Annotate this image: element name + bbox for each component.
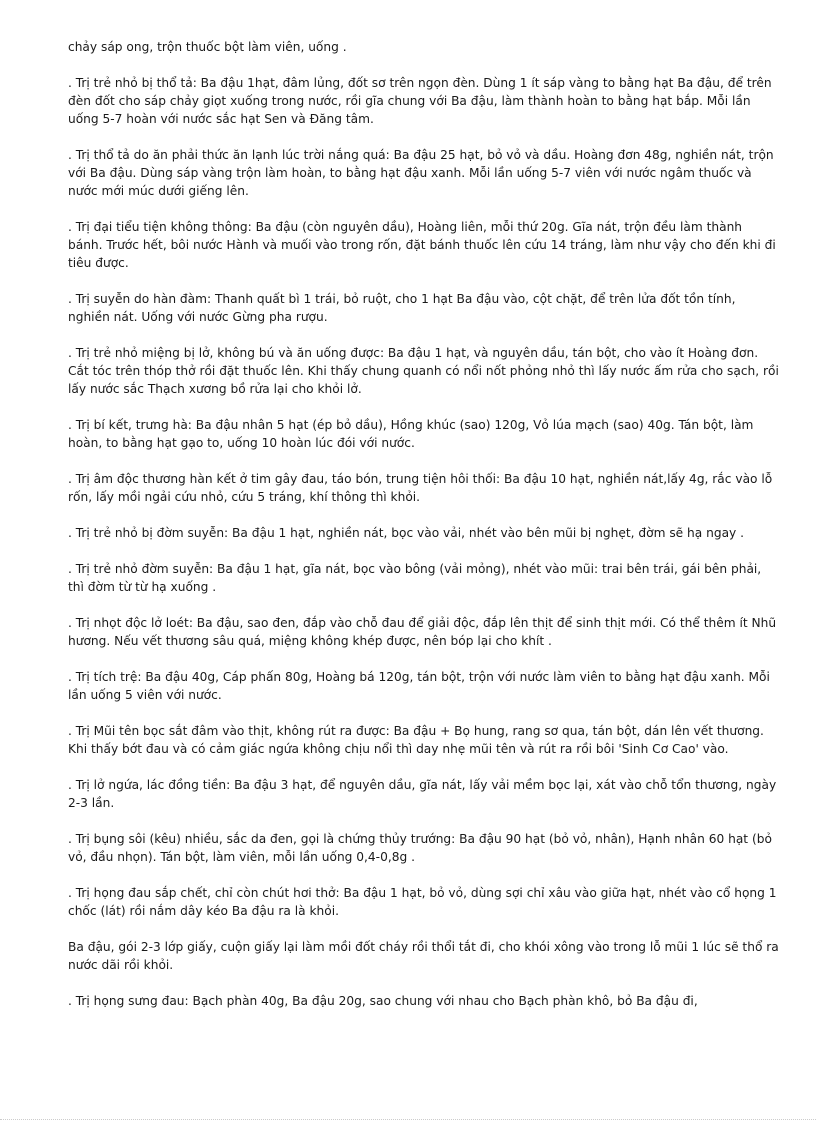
document-body bbox=[68, 38, 780, 1028]
page-bottom-divider bbox=[0, 1119, 816, 1120]
paragraph-10: . Trị trẻ nhỏ đờm suyễn: Ba đậu 1 hạt, gĩa nát, bọc vào bông (vải mỏng), nhét vào mũi: trai bên trái, gái bên phải, thì đờm từ từ hạ xuống . bbox=[68, 562, 762, 594]
paragraph-4: . Trị đại tiểu tiện không thông: Ba đậu (còn nguyên dầu), Hoàng liên, mỗi thứ 20g. Gĩa nát, trộn đều làm thành bánh. Trước hết, bôi nước Hành và muối vào trong rốn, đặt bánh thuốc lên cứu 14 tráng, làm như vậy cho đến khi đi tiêu được. bbox=[68, 220, 776, 270]
paragraph-15: . Trị bụng sôi (kêu) nhiều, sắc da đen, gọi là chứng thủy trướng: Ba đậu 90 hạt (bỏ vỏ, nhân), Hạnh nhân 60 hạt (bỏ vỏ, đầu nhọn). Tán bột, làm viên, mỗi lần uống 0,4-0,8g . bbox=[68, 832, 772, 864]
paragraph-18: . Trị họng sưng đau: Bạch phàn 40g, Ba đậu 20g, sao chung với nhau cho Bạch phàn khô, bỏ Ba đậu đi, bbox=[68, 994, 698, 1008]
paragraph-13: . Trị Mũi tên bọc sắt đâm vào thịt, không rút ra được: Ba đậu + Bọ hung, rang sơ qua, tán bột, dán lên vết thương. Khi thấy bớt đau và có cảm giác ngứa không chịu nổi thì day nhẹ mũi tên và rút ra rồi bôi 'Sinh Cơ Cao' vào. bbox=[68, 724, 764, 756]
paragraph-8: . Trị âm độc thương hàn kết ở tim gây đau, táo bón, trung tiện hôi thối: Ba đậu 10 hạt, nghiền nát,lấy 4g, rắc vào lỗ rốn, lấy mồi ngải cứu nhỏ, cứu 5 tráng, khí thông thì khỏi. bbox=[68, 472, 773, 504]
paragraph-7: . Trị bí kết, trưng hà: Ba đậu nhân 5 hạt (ép bỏ dầu), Hồng khúc (sao) 120g, Vỏ lúa mạch (sao) 40g. Tán bột, làm hoàn, to bằng hạt gạo to, uống 10 hoàn lúc đói với nước. bbox=[68, 418, 754, 450]
paragraph-9: . Trị trẻ nhỏ bị đờm suyễn: Ba đậu 1 hạt, nghiền nát, bọc vào vải, nhét vào bên mũi bị nghẹt, đờm sẽ hạ ngay . bbox=[68, 526, 744, 540]
paragraph-5: . Trị suyễn do hàn đàm: Thanh quất bì 1 trái, bỏ ruột, cho 1 hạt Ba đậu vào, cột chặt, để trên lửa đốt tồn tính, nghiền nát. Uống với nước Gừng pha rượu. bbox=[68, 292, 736, 324]
paragraph-6: . Trị trẻ nhỏ miệng bị lở, không bú và ăn uống được: Ba đậu 1 hạt, và nguyên dầu, tán bột, cho vào ít Hoàng đơn. Cắt tóc trên thóp thở rồi đặt thuốc lên. Khi thấy chung quanh có nổi nốt phỏng nhỏ thì lấy nước ấm rửa cho sạch, rồi lấy nước sắc Thạch xương bồ rửa lại cho khỏi lở. bbox=[68, 346, 779, 396]
paragraph-1: chảy sáp ong, trộn thuốc bột làm viên, uống . bbox=[68, 40, 347, 54]
paragraph-2: . Trị trẻ nhỏ bị thổ tả: Ba đậu 1hạt, đâm lủng, đốt sơ trên ngọn đèn. Dùng 1 ít sáp vàng to bằng hạt Ba đậu, để trên đèn đốt cho sáp chảy giọt xuống trong nước, rồi gĩa chung với Ba đậu, làm thành hoàn to bằng hạt bắp. Mỗi lần uống 5-7 hoàn với nước sắc hạt Sen và Đăng tâm. bbox=[68, 76, 772, 126]
paragraph-12: . Trị tích trệ: Ba đậu 40g, Cáp phấn 80g, Hoàng bá 120g, tán bột, trộn với nước làm viên to bằng hạt đậu xanh. Mỗi lần uống 5 viên với nước. bbox=[68, 670, 770, 702]
paragraph-11: . Trị nhọt độc lở loét: Ba đậu, sao đen, đắp vào chỗ đau để giải độc, đắp lên thịt để sinh thịt mới. Có thể thêm ít Nhũ hương. Nếu vết thương sâu quá, miệng không khép được, nên bóp lại cho khít . bbox=[68, 616, 777, 648]
paragraph-3: . Trị thổ tả do ăn phải thức ăn lạnh lúc trời nắng quá: Ba đậu 25 hạt, bỏ vỏ và dầu. Hoàng đơn 48g, nghiền nát, trộn với Ba đậu. Dùng sáp vàng trộn làm hoàn, to bằng hạt đậu xanh. Mỗi lần uống 5-7 viên với nước ngâm thuốc và nước mới múc dưới giếng lên. bbox=[68, 148, 774, 198]
paragraph-17: Ba đậu, gói 2-3 lớp giấy, cuộn giấy lại làm mồi đốt cháy rồi thổi tắt đi, cho khói xông vào trong lỗ mũi 1 lúc sẽ thổ ra nước dãi rồi khỏi. bbox=[68, 940, 779, 972]
paragraph-14: . Trị lở ngứa, lác đồng tiền: Ba đậu 3 hạt, để nguyên dầu, gĩa nát, lấy vải mềm bọc lại, xát vào chỗ tổn thương, ngày 2-3 lần. bbox=[68, 778, 777, 810]
paragraph-16: . Trị họng đau sắp chết, chỉ còn chút hơi thở: Ba đậu 1 hạt, bỏ vỏ, dùng sợi chỉ xâu vào giữa hạt, nhét vào cổ họng 1 chốc (lát) rồi nắm dây kéo Ba đậu ra là khỏi. bbox=[68, 886, 777, 918]
